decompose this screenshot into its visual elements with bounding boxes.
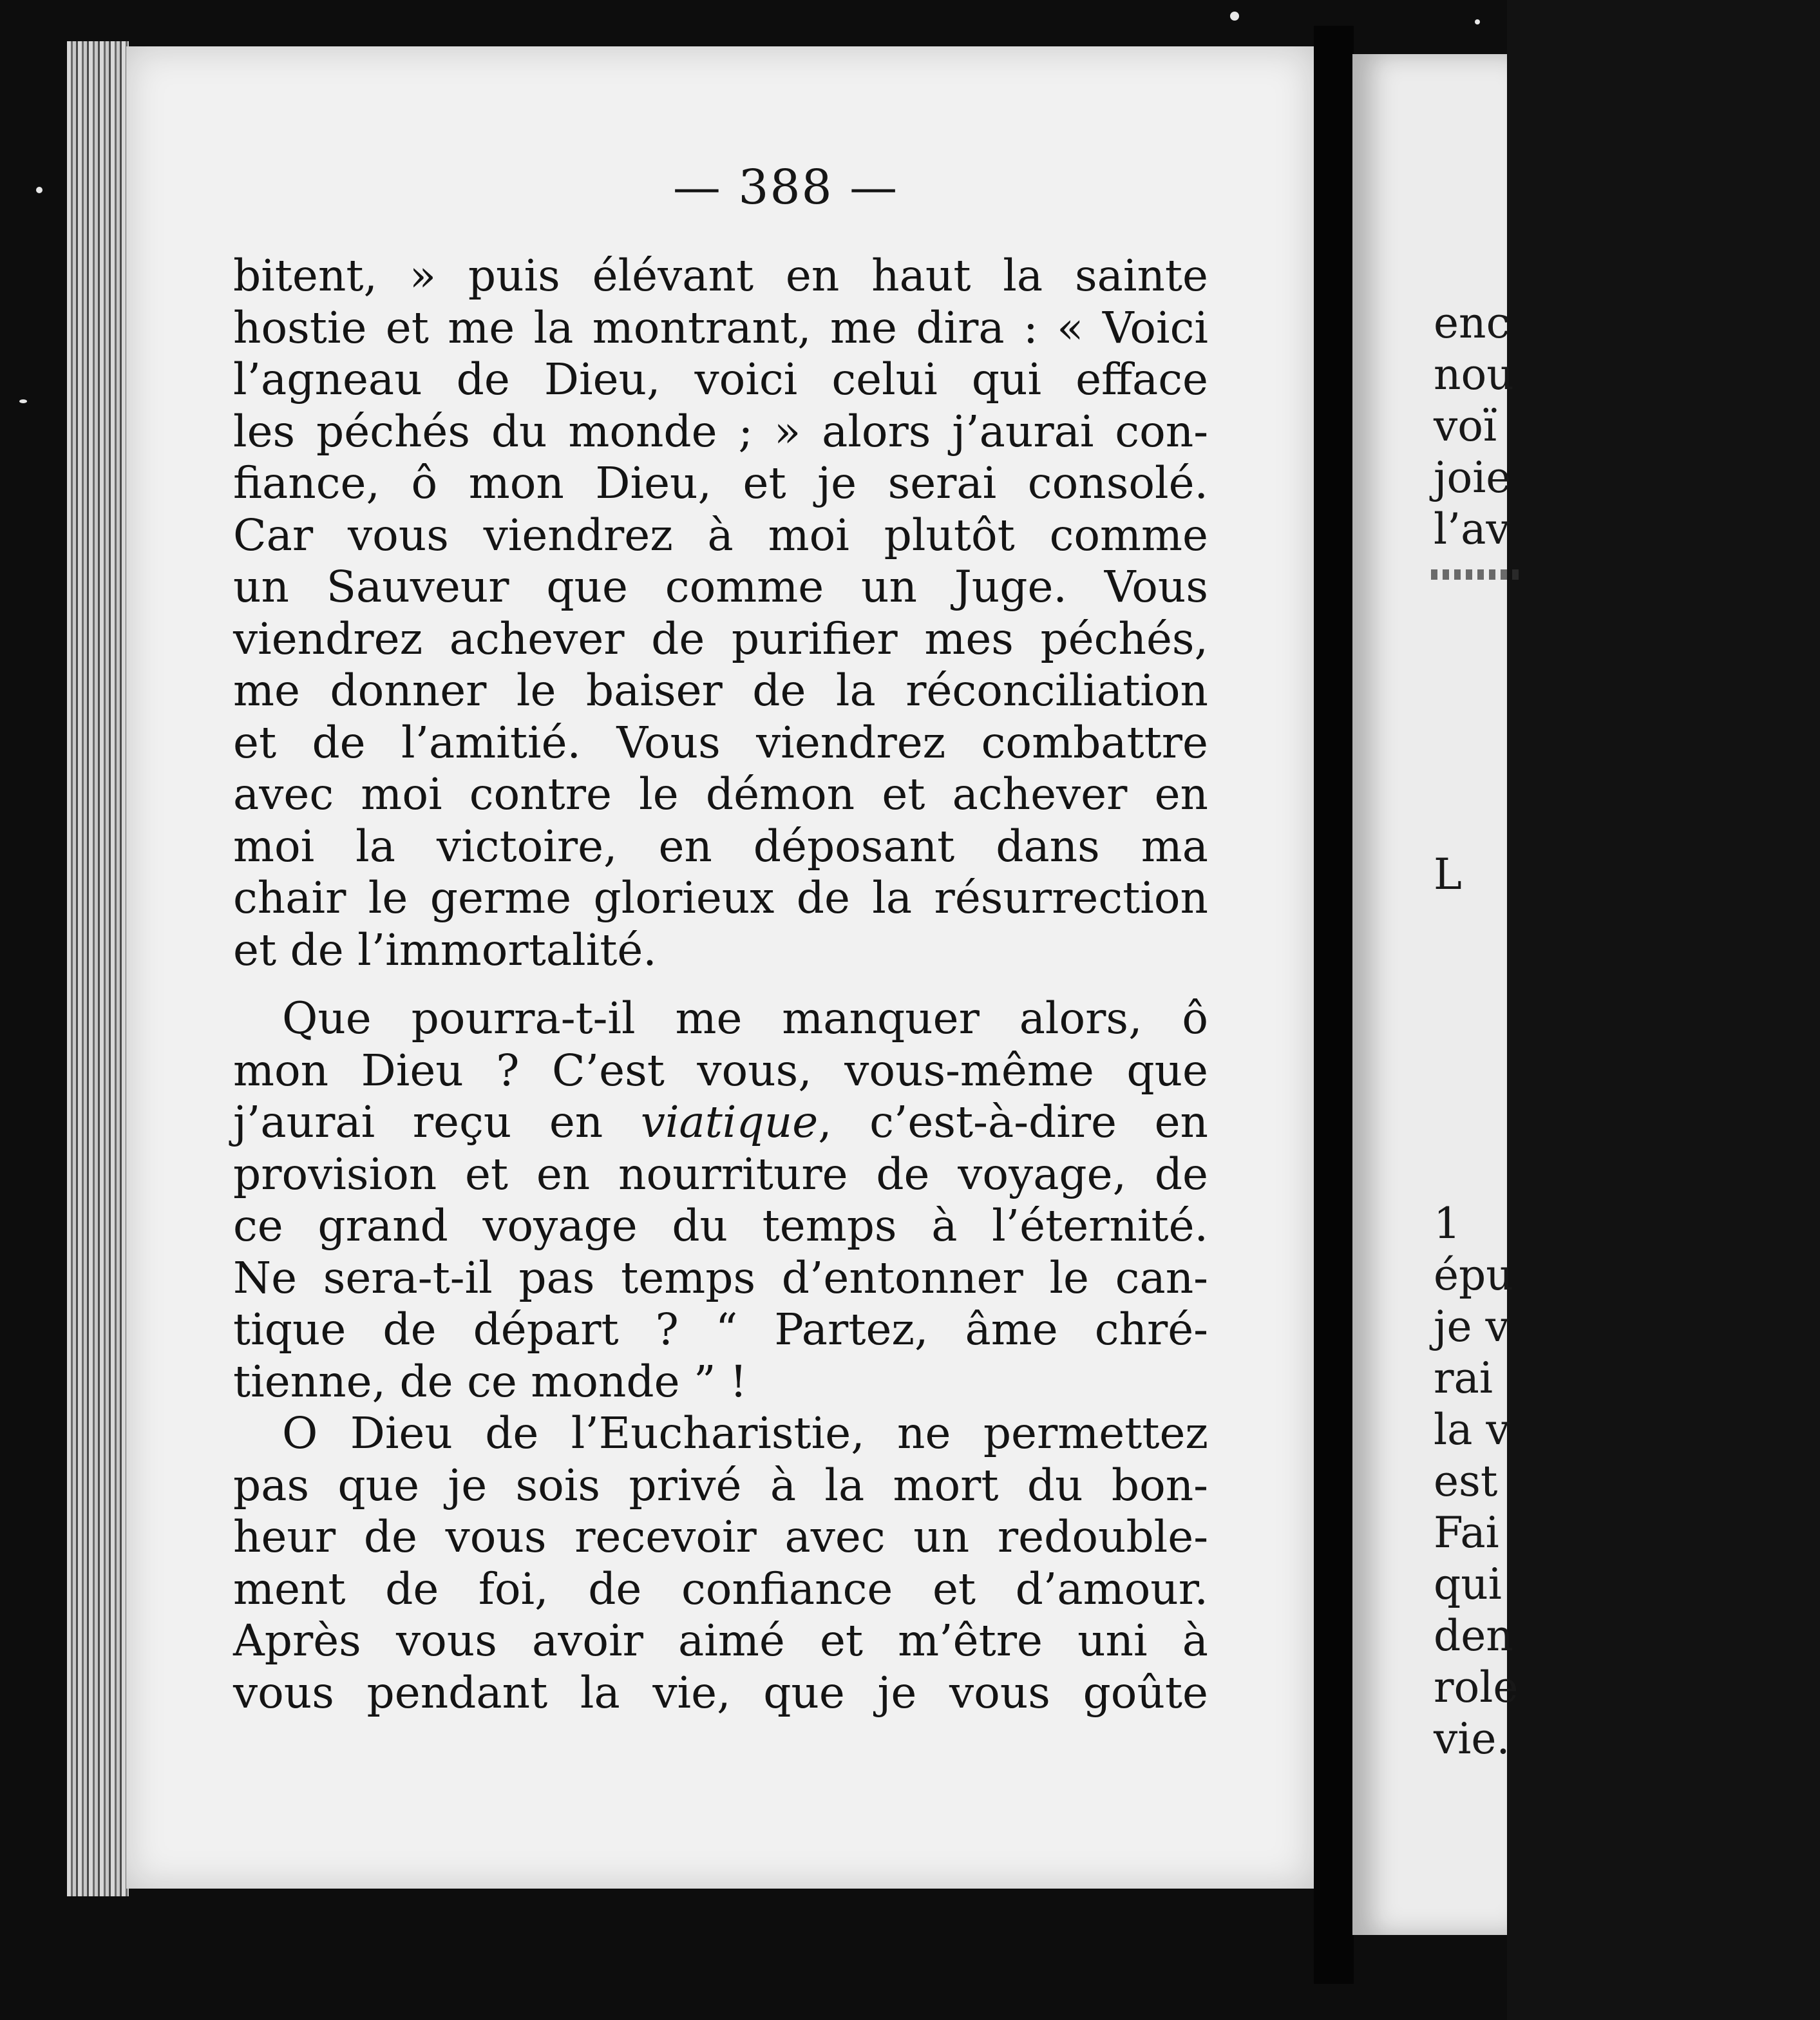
text-line: l’agneau de Dieu, voici celui qui efface	[233, 354, 1208, 405]
page-stack-edge	[67, 41, 129, 1896]
text-line: moi la victoire, en déposant dans ma	[233, 820, 1208, 872]
dust-speck	[19, 399, 27, 403]
dust-speck	[36, 187, 43, 193]
text-line: fiance, ô mon Dieu, et je serai consolé.	[233, 457, 1208, 508]
cut-off-word: role	[1434, 1663, 1519, 1712]
text-line: heur de vous recevoir avec un redouble-	[233, 1511, 1208, 1562]
cut-off-word: den	[1434, 1611, 1513, 1661]
text-line: bitent, » puis élévant en haut la sainte	[233, 250, 1208, 301]
ornament-rule	[1431, 569, 1521, 580]
cut-off-word: Fai	[1434, 1508, 1499, 1558]
text-line: Car vous viendrez à moi plutôt comme	[233, 509, 1208, 560]
paragraph-first-line: O Dieu de l’Eucharistie, ne permettez	[282, 1407, 1208, 1458]
cut-off-word: je v	[1434, 1302, 1510, 1351]
text-line: provision et en nourriture de voyage, de	[233, 1148, 1208, 1199]
text-line: viendrez achever de purifier mes péchés,	[233, 613, 1208, 664]
cut-off-word: est	[1434, 1456, 1498, 1506]
text-line: vous pendant la vie, que je vous goûte	[233, 1666, 1208, 1718]
text-line: hostie et me la montrant, me dira : « Voici	[233, 301, 1208, 353]
cut-off-word: joie	[1434, 453, 1512, 502]
text-line: pas que je sois privé à la mort du bon-	[233, 1459, 1208, 1510]
text-line: les péchés du monde ; » alors j’aurai con-	[233, 405, 1208, 457]
text-line: tienne, de ce monde ” !	[233, 1355, 748, 1407]
text-line: Ne sera-t-il pas temps d’entonner le can-	[233, 1252, 1208, 1303]
text-line: me donner le baiser de la réconciliation	[233, 665, 1208, 716]
cut-off-word: qui	[1434, 1559, 1502, 1609]
text-line: Après vous avoir aimé et m’être uni à	[233, 1615, 1208, 1666]
cut-off-word: L	[1434, 850, 1462, 899]
cut-off-word: la v	[1434, 1405, 1510, 1454]
text-line: ce grand voyage du temps à l’éternité.	[233, 1200, 1208, 1251]
paragraph-first-line: Que pourra-t-il me manquer alors, ô	[282, 993, 1208, 1043]
cut-off-word: 1	[1434, 1199, 1461, 1248]
cut-off-word: rai	[1434, 1353, 1493, 1403]
cut-off-word: épu	[1434, 1250, 1513, 1300]
text-line: mon Dieu ? C’est vous, vous-même que	[233, 1044, 1208, 1096]
text-line: chair le germe glorieux de la résurrection	[233, 872, 1208, 923]
text-line: tique de départ ? “ Partez, âme chré-	[233, 1304, 1208, 1355]
text-line-with-italic	[233, 1096, 1208, 1148]
dust-speck	[1475, 19, 1480, 24]
text-line: et de l’immortalité.	[233, 924, 657, 975]
text-line: un Sauveur que comme un Juge. Vous	[233, 561, 1208, 612]
body-text	[233, 250, 1208, 1719]
text-line: avec moi contre le démon et achever en	[233, 768, 1208, 819]
text-line: ment de foi, de confiance et d’amour.	[233, 1563, 1208, 1614]
cut-off-word: voï	[1434, 401, 1497, 451]
cut-off-word: l’av	[1434, 504, 1510, 554]
cut-off-word: enc	[1434, 298, 1510, 348]
book-gutter	[1314, 26, 1354, 1984]
text-line: et de l’amitié. Vous viendrez combattre	[233, 716, 1208, 768]
right-page-edge	[1352, 54, 1519, 1935]
cut-off-word: vie.	[1434, 1714, 1510, 1764]
text-segment: , c’est-à-dire en	[818, 1096, 1208, 1147]
cut-off-word: nou	[1434, 350, 1514, 399]
dust-speck	[1230, 12, 1239, 21]
text-segment: j’aurai reçu en	[233, 1096, 641, 1147]
page-number: — 388 —	[672, 160, 899, 215]
italic-word-viatique: viatique	[640, 1096, 819, 1147]
